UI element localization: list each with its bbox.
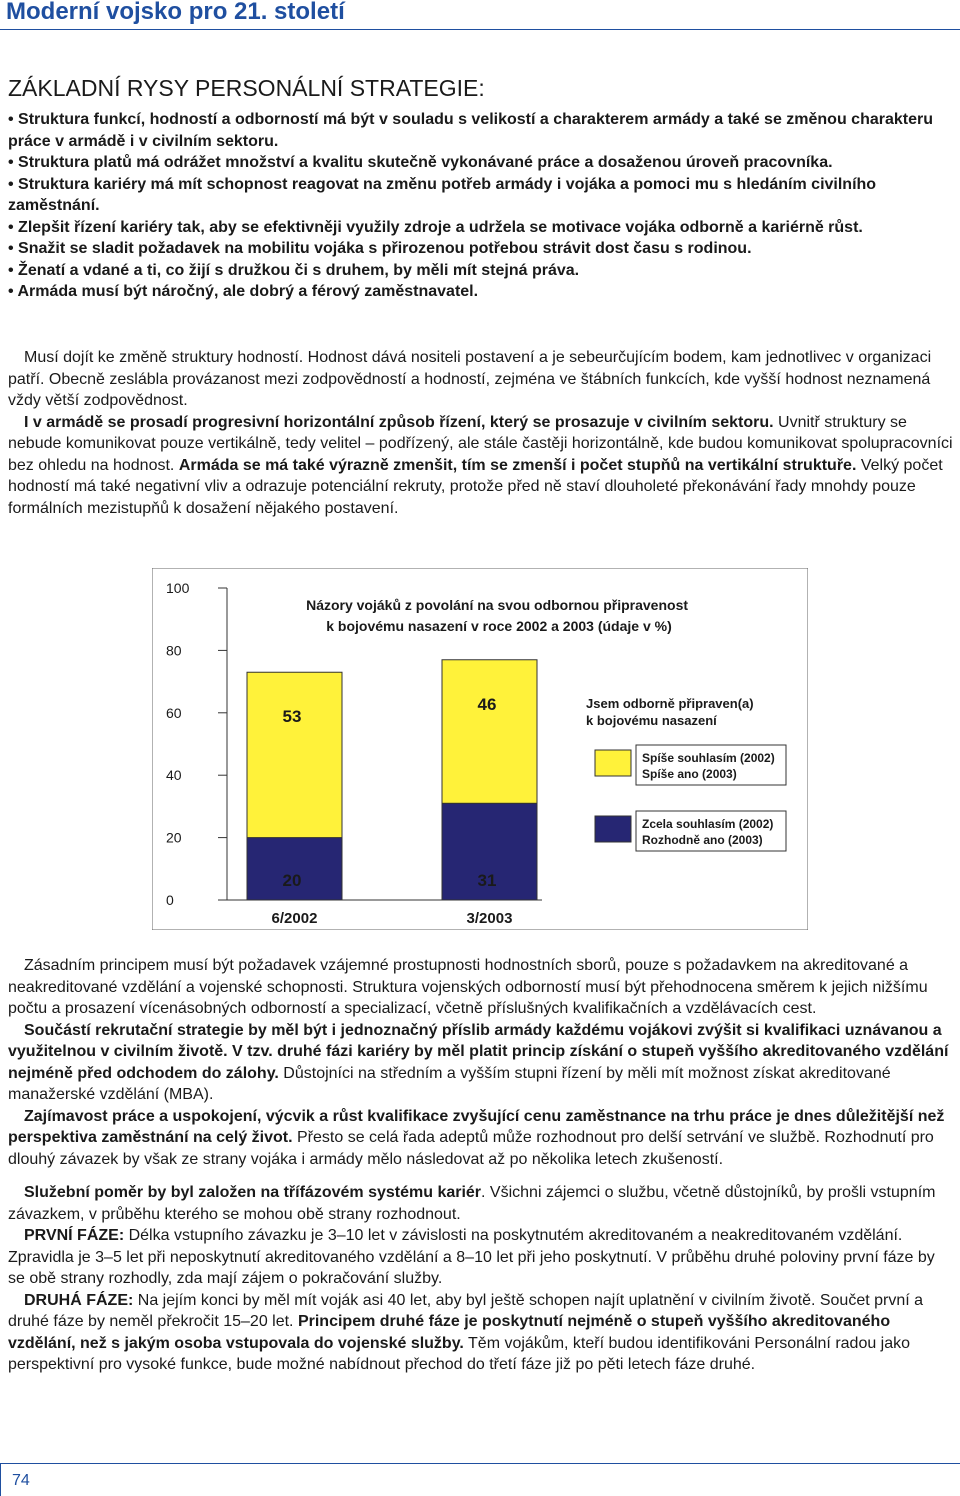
legend-swatch bbox=[595, 750, 631, 776]
legend-swatch bbox=[595, 816, 631, 842]
legend-title-line1: Jsem odborně připraven(a) bbox=[586, 696, 754, 711]
strategy-bullet: • Struktura platů má odrážet množství a kvalitu skutečně vykonávané práce a dosaženou úroveň pracovníka. bbox=[8, 154, 833, 171]
paragraph-first-phase: PRVNÍ FÁZE: Délka vstupního závazku je 3–10 let v závislosti na poskytnutém akreditovaném a neakreditovaném vzdělání. Zpravidla je 3–5 let při neposkytnutí akreditovaného vzdělání a 8–10 let při jeho poskytnutí. V průběhu druhé poloviny první fáze by se obě strany rozhodly, zda mají zájem o pokračování služby. bbox=[8, 1227, 935, 1287]
x-category-label: 6/2002 bbox=[271, 910, 318, 927]
y-tick-label: 40 bbox=[166, 767, 182, 784]
strategy-bullet: • Struktura kariéry má mít schopnost reagovat na změnu potřeb armády i vojáka a pomoci mu s hledáním civilního zaměstnání. bbox=[8, 175, 877, 214]
strategy-bullet: • Snažit se sladit požadavek na mobilitu vojáka s přirozenou potřebou strávit dost času s rodinou. bbox=[8, 240, 752, 257]
page-number: 74 bbox=[12, 1472, 30, 1489]
lower-body-text bbox=[8, 955, 953, 1376]
legend-label: Zcela souhlasím (2002) bbox=[642, 817, 774, 831]
footer-left-rule bbox=[0, 1463, 1, 1496]
bar-segment bbox=[442, 660, 537, 804]
strategy-bullet: • Zlepšit řízení kariéry tak, aby se efektivněji využily zdroje a udržela se motivace vojáka odborně a kariérně růst. bbox=[8, 218, 863, 236]
legend-title-line2: k bojovému nasazení bbox=[586, 713, 717, 728]
paragraph-horizontal-management: I v armádě se prosadí progresivní horizontální způsob řízení, který se prosazuje v civilním sektoru. Uvnitř struktury se nebude komunikovat pouze vertikálně, tedy velitel – podřízený, ale stále častěji horizontálně, kde budou komunikovat spolupracovníci bez ohledu na hodnost. Armáda se má také výrazně zmenšit, tím se zmenší i počet stupňů na vertikální struktuře. Velký počet hodností má také negativní vliv a odrazuje potenciální rekruty, protože před ně staví dlouholeté překonávání řady mnohdy pouze formálních mezistupňů k dosažení nějakého postavení. bbox=[8, 413, 953, 517]
y-tick-label: 0 bbox=[166, 892, 174, 908]
bar-chart bbox=[152, 568, 808, 930]
bar-segment bbox=[247, 838, 342, 900]
chart-title-line2: k bojovému nasazení v roce 2002 a 2003 (údaje v %) bbox=[326, 618, 672, 634]
legend-label: Spíše souhlasím (2002) bbox=[642, 751, 775, 765]
y-tick-label: 20 bbox=[166, 829, 182, 846]
x-category-label: 3/2003 bbox=[466, 910, 513, 927]
paragraph-rank-structure: Musí dojít ke změně struktury hodností. Hodnost dává nositeli postavení a je sebeurčujícím bodem, kam jednotlivec v organizaci patří. Obecně zeslábla provázanost mezi zodpovědností a hodností, zejména ve štábních funkcích, kde vyšší hodnost neznamená vždy větší zodpovědnost. bbox=[8, 349, 932, 409]
bar-segment bbox=[247, 672, 342, 837]
paragraph-second-phase: DRUHÁ FÁZE: Na jejím konci by měl mít voják asi 40 let, aby byl ještě schopen najít uplatnění v civilním životě. Součet první a druhé fáze by neměl překročit 15–20 let. Principem druhé fáze je poskytnutí nejméně o stupeň vyššího akreditovaného vzdělání, než s jakým osoba vstupovala do vojenské služby. Těm vojákům, kteří budou identifikováni Personální radou jako perspektivní pro vysoké funkce, bude možné nabídnout přechod do třetí fáze již po pěti letech fáze druhé. bbox=[8, 1291, 924, 1373]
upper-body-text bbox=[8, 347, 953, 519]
y-tick-label: 100 bbox=[166, 580, 190, 596]
y-tick-label: 80 bbox=[166, 642, 182, 659]
footer-rule bbox=[0, 1463, 960, 1464]
legend-label: Rozhodně ano (2003) bbox=[642, 833, 763, 847]
legend-label: Spíše ano (2003) bbox=[642, 767, 737, 781]
bar-value-label: 53 bbox=[282, 707, 302, 727]
strategy-bullet: • Armáda musí být náročný, ale dobrý a férový zaměstnavatel. bbox=[8, 283, 479, 300]
strategy-heading: ZÁKLADNÍ RYSY PERSONÁLNÍ STRATEGIE: bbox=[8, 75, 485, 101]
y-tick-label: 60 bbox=[166, 704, 182, 721]
paragraph-recruitment: Součástí rekrutační strategie by měl být i jednoznačný příslib armády každému vojákovi zvýšit si kvalifikaci uznávanou a využitelnou v civilním životě. V tzv. druhé fázi kariéry by měl platit princip získání o stupeň vyššího akreditovaného vzdělání nejméně před odchodem do zálohy. Důstojníci na středním a vyšším stupni řízení by měli mít možnost získat akreditované manažerské vzdělání (MBA). bbox=[8, 1021, 949, 1103]
strategy-bullet: • Ženatí a vdané a ti, co žijí s družkou či s druhem, by měli mít stejná práva. bbox=[8, 261, 580, 279]
bar-value-label: 31 bbox=[477, 871, 497, 890]
paragraph-three-phase: Služební poměr by byl založen na třífázovém systému kariér. Všichni zájemci o službu, včetně důstojníků, by prošli vstupním závazkem, v průběhu kterého se mohou obě strany rozhodnout. bbox=[8, 1184, 936, 1223]
bar-value-label: 46 bbox=[477, 694, 497, 714]
bar-value-label: 20 bbox=[282, 871, 302, 890]
chart-title-line1: Názory vojáků z povolání na svou odbornou připravenost bbox=[306, 597, 689, 613]
strategy-bullet-list bbox=[8, 109, 953, 303]
page-header-title: Moderní vojsko pro 21. století bbox=[6, 0, 345, 25]
strategy-bullet: • Struktura funkcí, hodností a odborností má být v souladu s velikostí a charakterem armády a také se změnou charakteru práce v armádě i v civilním sektoru. bbox=[8, 111, 933, 150]
paragraph-job-interest: Zajímavost práce a uspokojení, výcvik a růst kvalifikace zvyšující cenu zaměstnance na trhu práce je dnes důležitější než perspektiva zaměstnání na celý život. Přesto se celá řada adeptů může rozhodnout pro delší setrvání ve službě. Rozhodnutí pro dlouhý závazek by však ze strany vojáka i armády mělo následovat až po několika letech zkušeností. bbox=[8, 1107, 945, 1168]
paragraph-permeability: Zásadním principem musí být požadavek vzájemné prostupnosti hodnostních sborů, pouze s požadavkem na akreditované a neakreditované vzdělání a vojenské schopnosti. Struktura vojenských odborností musí být přehodnocena směrem k jejich nižšímu počtu a prosazení vícenásobných odborností a specializací, včetně příslušných kvalifikačních a vzdělávacích cest. bbox=[8, 957, 928, 1017]
header-rule bbox=[0, 29, 960, 30]
